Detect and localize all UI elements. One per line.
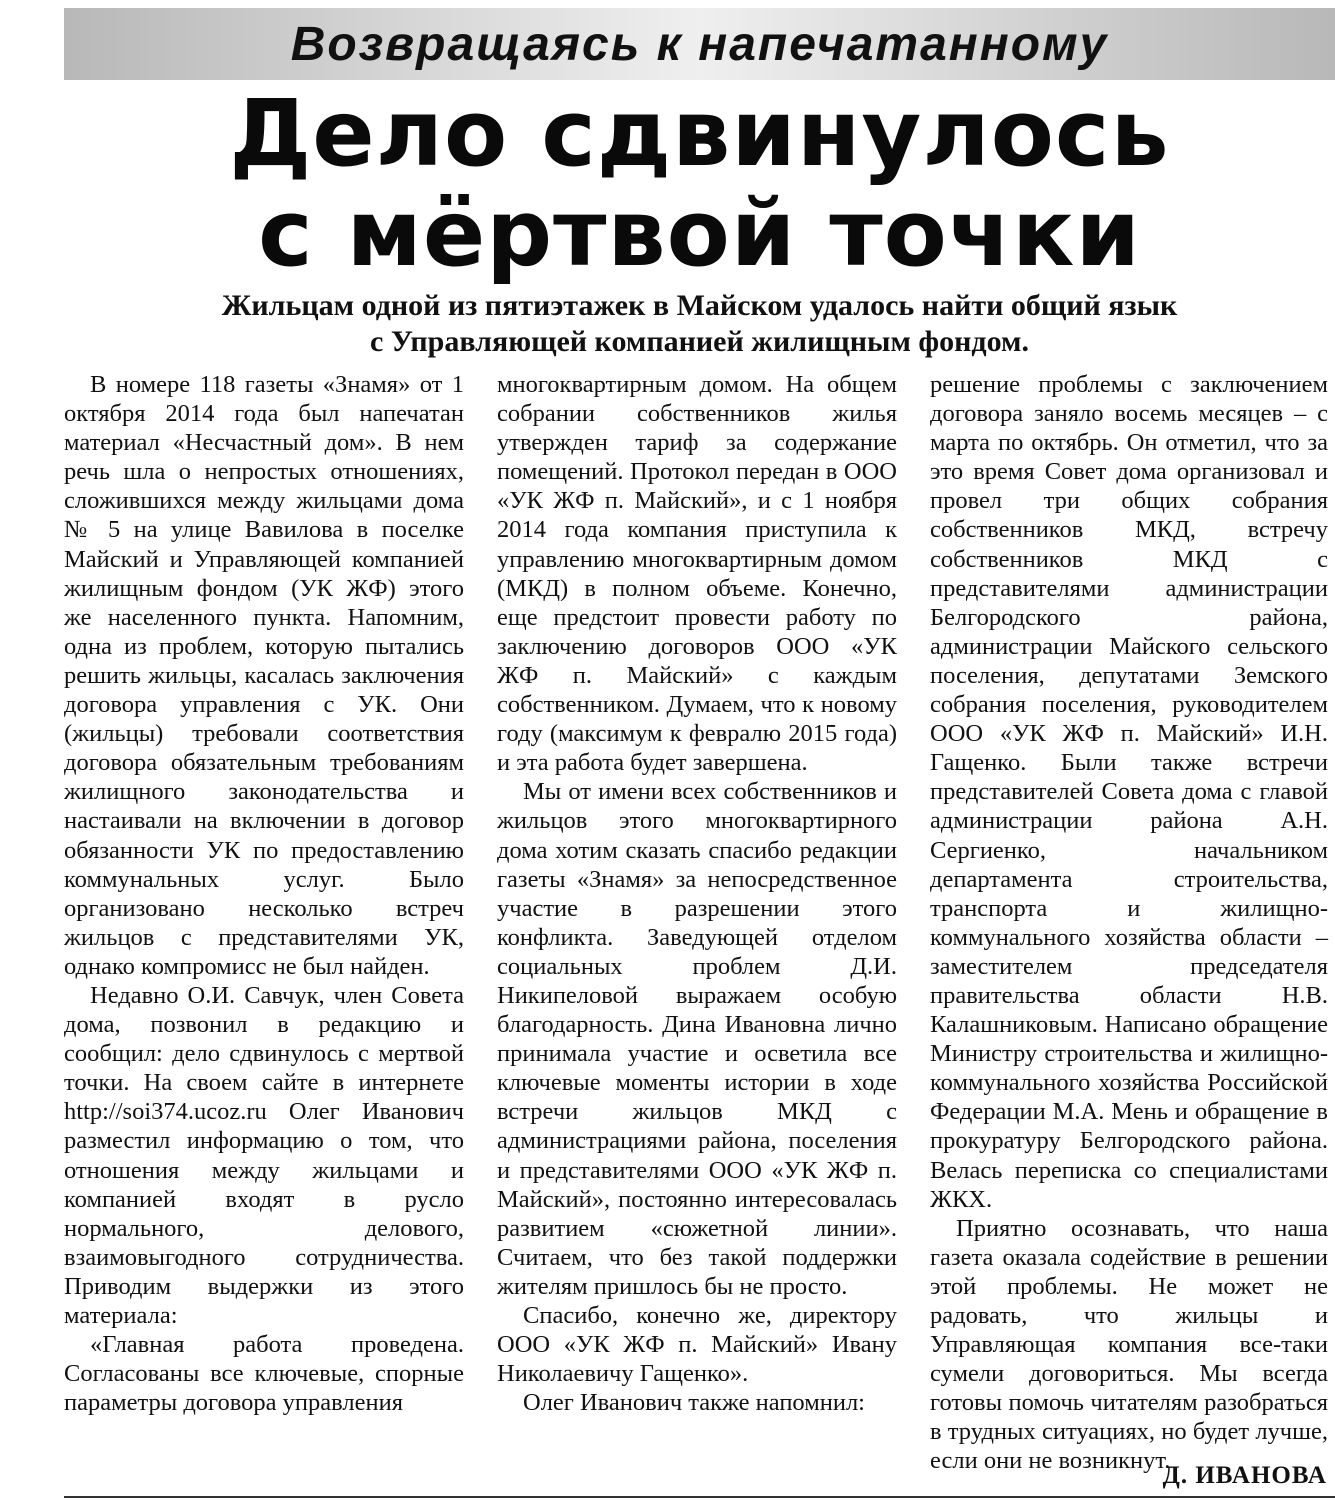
article-paragraph: многоквартирным домом. На общем собрании собственников жилья утвержден тариф за содержание помещений. Протокол передан в ООО «УК ЖФ п. Майский», и с 1 ноября 2014 года компания приступила к управлению многоквартирным домом (МКД) в полном объеме. Конечно, еще предстоит провести работу по заключению договоров ООО «УК ЖФ п. Майский» с каждым собственником. Думаем, что к новому году (максимум к февралю 2015 года) и эта работа будет завершена. xyxy=(497,371,897,777)
article-paragraph: Мы от имени всех собственников и жильцов этого многоквартирного дома хотим сказать спасибо редакции газеты «Знамя» за непосредственное участие в разрешении этого конфликта. Заведующей отделом социальных проблем Д.И. Никипеловой выражаем особую благодарность. Дина Ивановна лично принимала участие и осветила все ключевые моменты истории в ходе встречи жильцов МКД с администрациями района, поселения и представителями ООО «УК ЖФ п. Майский», постоянно интересовалась развитием «сюжетной линии». Считаем, что без такой поддержки жителям пришлось бы не просто. xyxy=(497,778,897,1300)
article-paragraph: Недавно О.И. Савчук, член Совета дома, позвонил в редакцию и сообщил: дело сдвинулось с мертвой точки. На своем сайте в интернете http://soi374.ucoz.ru Олег Иванович разместил информацию о том, что отношения между жильцами и компанией входят в русло нормального, делового, взаимовыгодного сотрудничества. Приводим выдержки из этого материала: xyxy=(64,981,464,1329)
article-paragraph: «Главная работа проведена. Согласованы все ключевые, спорные параметры договора управления xyxy=(64,1331,464,1417)
article-paragraph: Олег Иванович также напомнил: xyxy=(523,1389,865,1417)
headline-line-2: с мёртвой точки xyxy=(258,180,1141,287)
article-paragraph: решение проблемы с заключением договора заняло восемь месяцев – с марта по октябрь. Он отметил, что за это время Совет дома организовал и провел три общих собрания собственников МКД, встречу собственников МКД с представителями администрации Белгородского района, администрации Майского сельского поселения, депутатами Земского собрания поселения, руководителем ООО «УК ЖФ п. Майский» И.Н. Гащенко. Были также встречи представителей Совета дома с главой администрации района А.Н. Сергиенко, начальником департамента строительства, транспорта и жилищно-коммунального хозяйства области – заместителем председателя правительства области Н.В. Калашниковым. Написано обращение Министру строительства и жилищно-коммунального хозяйства Российской Федерации М.А. Мень и обращение в прокуратуру Белгородского района. Велась переписка со специалистами ЖКХ. xyxy=(930,371,1328,1213)
article-paragraph: Спасибо, конечно же, директору ООО «УК ЖФ п. Майский» Ивану Николаевичу Гащенко». xyxy=(497,1302,897,1388)
article-column-3 xyxy=(930,370,1328,1476)
article-column-1 xyxy=(64,370,464,1417)
headline-line-1: Дело сдвинулось xyxy=(229,80,1170,187)
article-paragraph: В номере 118 газеты «Знамя» от 1 октября 2014 года был напечатан материал «Несчастный дом». В нем речь шла о непростых отношениях, сложившихся между жильцами дома № 5 на улице Вавилова в поселке Майский и Управляющей компанией жилищным фондом (УК ЖФ) этого же населенного пункта. Напомним, одна из проблем, которую пытались решить жильцы, касалась заключения договора управления с УК. Они (жильцы) требовали соответствия договора обязательным требованиям жилищного законодательства и настаивали на включении в договор обязанности УК по предоставлению коммунальных услуг. Было организовано несколько встреч жильцов с представителями УК, однако компромисс не был найден. xyxy=(64,371,464,980)
rubric-banner xyxy=(64,8,1335,80)
lead-paragraph xyxy=(64,288,1335,360)
bottom-divider xyxy=(64,1496,1335,1498)
lead-line-1: Жильцам одной из пятиэтажек в Майском удалось найти общий язык xyxy=(221,289,1178,322)
author-signature: Д. ИВАНОВА xyxy=(1162,1462,1327,1489)
headline xyxy=(64,80,1335,287)
article-paragraph: Приятно осознавать, что наша газета оказала содействие в решении этой проблемы. Не может не радовать, что жильцы и Управляющая компания все-таки сумели договориться. Мы всегда готовы помочь читателям разобраться в трудных ситуациях, но будет лучше, если они не возникнут. xyxy=(930,1214,1328,1475)
article-column-2 xyxy=(497,370,897,1417)
rubric-title: Возвращаясь к напечатанному xyxy=(290,17,1109,71)
lead-line-2: с Управляющей компанией жилищным фондом. xyxy=(370,325,1029,358)
